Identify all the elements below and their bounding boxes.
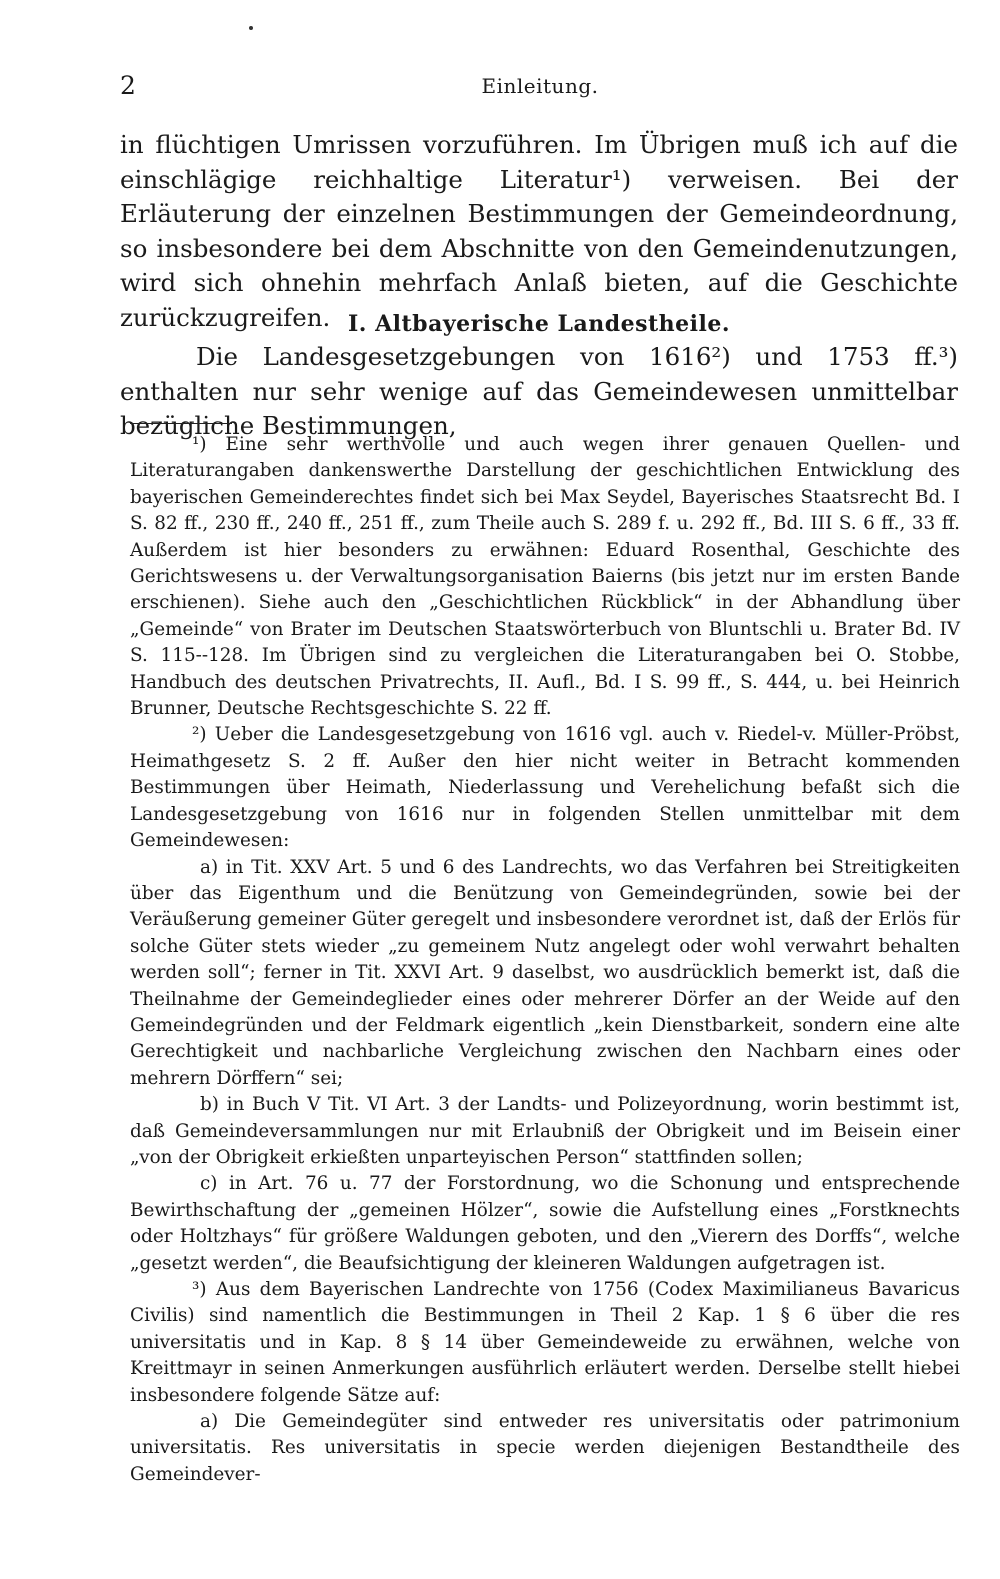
footnote-2-item-b: b) in Buch V Tit. VI Art. 3 der Landts- und Polizeyordnung, worin bestimmt ist, daß Gemeindeversammlungen nur mit Erlaubniß der Obrigkeit und im Beisein einer „von der Obrigkeit erkießten unparteyischen Person“ stattfinden sollen;	[130, 1094, 960, 1168]
footnote-2-item-c: c) in Art. 76 u. 77 der Forstordnung, wo die Schonung und entsprechende Bewirthschaftung der „gemeinen Hölzer“, sowie die Aufstellung eines „Forstknechts oder Holtzhays“ für größere Waldungen geboten, und den „Vierern des Dorffs“, welche „gesetzt werden“, die Beaufsichtigung der kleineren Waldungen aufgetragen ist.	[130, 1173, 960, 1274]
footnote-1: ¹) Eine sehr werthvolle und auch wegen ihrer genauen Quellen- und Literaturangaben dankenswerthe Darstellung der geschichtlichen Entwicklung des bayerischen Gemeinderechtes findet sich bei Max Seydel, Bayerisches Staatsrecht Bd. I S. 82 ff., 230 ff., 240 ff., 251 ff., zum Theile auch S. 289 f. u. 292 ff., Bd. III S. 6 ff., 33 ff. Außerdem ist hier besonders zu erwähnen: Eduard Rosenthal, Geschichte des Gerichtswesens u. der Verwaltungsorganisation Baierns (bis jetzt nur im ersten Bande erschienen). Siehe auch den „Geschichtlichen Rückblick“ in der Abhandlung über „Gemeinde“ von Brater im Deutschen Staatswörterbuch von Bluntschli u. Brater Bd. IV S. 115--128. Im Übrigen sind zu vergleichen die Literaturangaben bei O. Stobbe, Handbuch des deutschen Privatrechts, II. Aufl., Bd. I S. 99 ff., S. 444, u. bei Heinrich Brunner, Deutsche Rechtsgeschichte S. 22 ff.	[130, 434, 960, 720]
footnote-rule	[130, 423, 232, 424]
footnote-3-item-a: a) Die Gemeindegüter sind entweder res universitatis oder patrimonium universitatis. Res universitatis in specie werden diejenigen Bestandtheile des Gemeindever-	[130, 1411, 960, 1485]
running-head: Einleitung.	[481, 74, 599, 98]
footnotes	[130, 432, 960, 1488]
footnote-3: ³) Aus dem Bayerischen Landrechte von 1756 (Codex Maximilianeus Bavaricus Civilis) sind namentlich die Bestimmungen in Theil 2 Kap. 1 § 6 über die res universitatis und in Kap. 8 § 14 über Gemeindeweide zu erwähnen, welche von Kreittmayr in seinen Anmerkungen ausführlich erläutert werden. Derselbe stellt hiebei insbesondere folgende Sätze auf:	[130, 1279, 960, 1406]
section-paragraph: Die Landesgesetzgebungen von 1616²) und 1753 ff.³) enthalten nur sehr wenige auf das Gemeindewesen unmittelbar bezügliche Bestimmungen,	[120, 342, 958, 440]
section-heading: I. Altbayerische Landestheile.	[347, 311, 730, 337]
page-header	[120, 70, 960, 102]
page-number: 2	[120, 71, 136, 100]
intro-paragraph: in flüchtigen Umrissen vorzuführen. Im Übrigen muß ich auf die einschlägige reichhaltige Literatur¹) verweisen. Bei der Erläuterung der einzelnen Bestimmungen der Gemeindeordnung, so insbesondere bei dem Abschnitte von den Gemeindenutzungen, wird sich ohnehin mehrfach Anlaß bieten, auf die Geschichte zurückzugreifen.	[120, 130, 958, 332]
footnote-2: ²) Ueber die Landesgesetzgebung von 1616 vgl. auch v. Riedel-v. Müller-Pröbst, Heimathgesetz S. 2 ff. Außer den hier nicht weiter in Betracht kommenden Bestimmungen über Heimath, Niederlassung und Verehelichung befaßt sich die Landesgesetzgebung von 1616 nur in folgenden Stellen unmittelbar mit dem Gemeindewesen:	[130, 724, 960, 852]
print-speck	[249, 26, 253, 30]
footnote-2-item-a: a) in Tit. XXV Art. 5 und 6 des Landrechts, wo das Verfahren bei Streitigkeiten über das Eigenthum und die Benützung von Gemeindegründen, sowie bei der Veräußerung gemeiner Güter geregelt und insbesondere verordnet ist, daß der Erlös für solche Güter stets wieder „zu gemeinem Nutz angelegt oder wohl verwahrt behalten werden soll“; ferner in Tit. XXVI Art. 9 daselbst, wo ausdrücklich bemerkt ist, daß die Theilnahme der Gemeindeglieder eines oder mehrerer Dörfer an der Weide auf den Gemeindegründen und der Feldmark eigentlich „kein Dienstbarkeit, sondern eine alte Gerechtigkeit und nachbarliche Vergleichung zwischen den Nachbarn eines oder mehrern Dörffern“ sei;	[130, 856, 960, 1089]
